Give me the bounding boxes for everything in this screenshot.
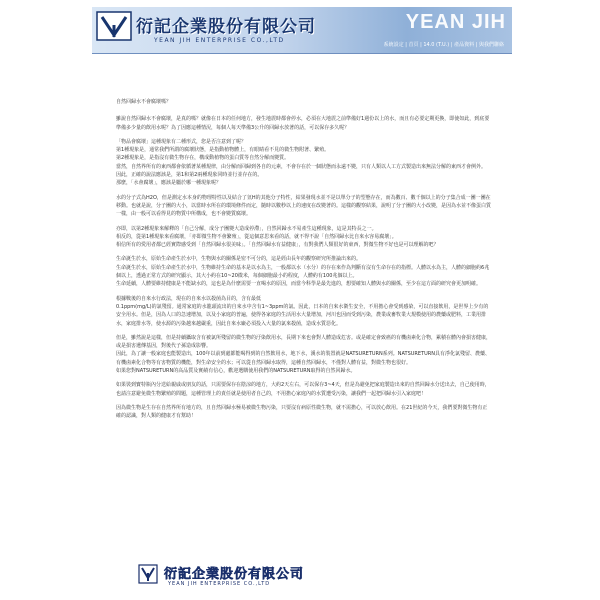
- header-banner: [92, 7, 512, 54]
- footer-logo: [138, 562, 338, 592]
- article-paragraph: 亦即，以第2種現象來解釋的「自己分解，成分子團變大造成停滯」，自然回歸水不易產生這種現象，這是其特長之一。 相反的，從第1種現象來看腐壞，「亦即微生物不會繁殖」，從這個意思來看的話，就不得不說「自然回歸水比自來水容易腐壞」。 相信所有的愛用者都已經實際感受到「自然回歸水很美味」。「自然回歸水有益健康」，有對我們人類很好的東西，對微生物不好也是可以理解的吧？: [116, 225, 439, 249]
- header-nav[interactable]: 系統設定 | 首頁 | 14.0 (T.U.) | 產品資料 | 與我們聯絡: [383, 42, 504, 48]
- article-paragraph: 「物品會腐壞」這種現象有二種形式，您是否注意到了呢？ 第1種現象是，通常我們所謂的腐壞狀態，是指動植物體上，有眼睛看不見的微生物附著、繁殖。 第2種現象是，是指沒有微生物存在，構成動植物的蛋白質等自然分解而變質。 當然，自然界所有的東西都會依循著某種規律，由分解而回歸到各自的元素，不會存在於一個狀態而永遠不變，只有人類以人工方式製造出來無法分解的東西才會例外。 因此，正確的說法應該是，第1和第2兩種現象同時並行並存在的。 那麼，「水會腐壞」，應該是屬於哪一種現象呢？: [116, 138, 487, 187]
- article-paragraph: 生命誕生於水，原始生命產生於水中，生物與水的關係是密不可分的，這是經由長年的觀察研究所推論出來的。 生命誕生於水，原始生命產生於水中，生物維持生命的基本是以水為主，一般都以水（水分）的存在來作為判斷有沒有生命存在的指標。人體以水為主，人體的細胞約6兆個以上，透過正常方式的研究顯示，其大小約在10~20微米，每個細胞最小的程度，人體約有100兆個以上。 生命延續，人體要維持健康是不能缺水的，這也是為什麼需要一直喝水的原因，而當今科學是最先進的，想要確知人體與水的關係，至少在這方面的研究會更加明確。: [116, 256, 490, 288]
- page: [92, 0, 512, 600]
- footer-company-logo-icon: [138, 564, 158, 584]
- article-paragraph: 水的分子式為H2O，但是測定水本身的物理特性以及結合了氫H的其他分子特性，結果發現水並不是以單分子的型態存在，而為數百、數千個以上的分子集合成一團一團在移動。也就是說，分子團的大小，以當時水所在的環境條件而定，隨時以數秒以上的速度在改變著的。這樣的觀察結果，說明了分子團的大小改變，是因為水並不像蛋白質一樣，由一般可以看得見的物質中所構成，也不會變質腐壞。: [116, 194, 492, 218]
- article-title: 自然回歸水不會腐壞嗎？: [116, 99, 172, 105]
- footer-company-name-english: YEAN JIH ENTERPRISE CO.,LTD: [168, 581, 271, 587]
- company-name: 衍記企業股份有限公司: [136, 17, 316, 37]
- article-paragraph: 根據戰後的自來水行政法，現在的自來水以殺菌為目的，含有最低 0.1ppm(mg/L)的氯殘留。通常家庭的水龍頭流出的自來水中含有1~3ppm的氯。因此，日本的自來水衛生安全，不用擔心會受到感染，可以直接飲用，是世界上少有的安全用水。但是，因為人口的急速增加，以及小家庭的普遍，使得各家庭的生活用水大量增加，河川也因而受到污染，農業或畜牧業大規模使用的農藥或肥料，工業用排水，家庭排水等，使水源的污染越來越嚴重，因此自來水廠必須投入大量的氯來殺菌，造成水質惡化。: [116, 295, 489, 327]
- article-paragraph: 如果裝到寶特瓶內分送給親戚或朋友的話，只需要保存在陰涼的地方，大約2天左右，可以保存3~4天，但是為避免把家庭製造出來的自然回歸水分送出去，自己使用時，也請注意避免微生物繁殖的問題，這種管理上的責任就是使用者自己的，不用擔心家庭內的水質遭受污染，讓我們一起把回歸水引入家庭吧！: [116, 382, 490, 397]
- article: [116, 98, 492, 427]
- brand-text: YEAN JIH: [405, 11, 506, 33]
- article-paragraph: 雖說自然回歸水不會腐壞，是真的嗎？就像在日本的任何地方，發生地震時都會停水，必須在大地震之前準備好1週份以上的水，而且有必要定期更換，即使如此，到底要準備多少量的飲用水呢？為了因應這種情況，每個人每天準備3公升的回歸水放著的話，可以保存多久呢？: [116, 116, 490, 131]
- company-name-english: YEAN JIH ENTERPRISE CO.,LTD: [154, 37, 285, 44]
- footer-company-name: 衍記企業股份有限公司: [164, 567, 305, 582]
- article-paragraph: 因為微生物是生存在自然界所有地方的，且自然回歸水極易被微生物污染，只要沒有病原性微生物，就不需擔心，可以放心飲用。在21世紀的今天，我們要對微生物有正確的認識，對人類的健康才有幫助！: [116, 404, 488, 420]
- company-logo-icon: [96, 11, 132, 41]
- article-paragraph: 但是，雖然說是這樣，但是持續攝取含有被氯所殘留的微生物的汙染飲用水，長期下來也會對人體造成危害。或是確定會致癌的有機鹵素化合物，累積在體內會損害健康，或是損害遺傳基因，對後代子孫造成影響。 因此，為了讓一般家庭也能製造出，100年以前到處都能喝得到的自然飲用水，地下水，溪水的裝置就是NATSURETURN系列。NATSURETURN具有淨化氯殘留、農藥、有機鹵素化合物等有害物質的機能，對生命安全的水；可以從自然回歸水取得，這種自然回歸水，不僅對人體有益，對微生物也很好。 如果您對NATSURETURN的高品質及實績有信心，歡迎選購使用我們的NATSURETURN取得的自然回歸水。: [116, 334, 492, 375]
